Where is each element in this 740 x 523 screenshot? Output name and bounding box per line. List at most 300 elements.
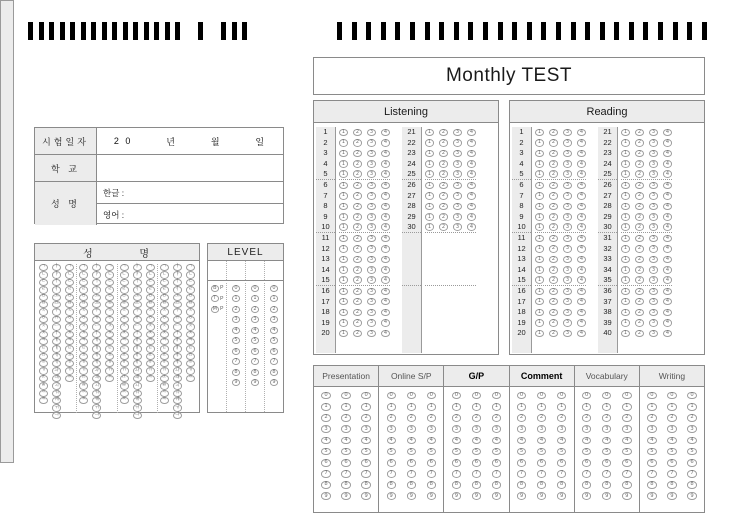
score-digit-bubble[interactable]: 6: [582, 459, 591, 467]
listening-option-bubble[interactable]: 1: [339, 235, 348, 242]
name-bubble[interactable]: ㅋ: [160, 338, 169, 345]
name-bubble[interactable]: ㅗ: [92, 294, 101, 301]
score-digit-bubble[interactable]: 1: [557, 403, 566, 411]
score-digit-bubble[interactable]: 9: [341, 492, 350, 500]
listening-option-bubble[interactable]: 2: [439, 213, 448, 220]
reading-option-bubble[interactable]: 1: [535, 160, 544, 167]
score-digit-bubble[interactable]: 6: [687, 459, 696, 467]
score-digit-bubble[interactable]: 8: [667, 481, 676, 489]
name-bubble[interactable]: ㅙ: [133, 375, 142, 382]
name-bubble[interactable]: ㄲ: [105, 367, 114, 374]
name-bubble[interactable]: ㅊ: [105, 331, 114, 338]
name-bubble[interactable]: ㅠ: [92, 316, 101, 323]
listening-option-bubble[interactable]: 2: [353, 235, 362, 242]
score-digit-bubble[interactable]: 2: [387, 414, 396, 422]
name-bubble[interactable]: ㅈ: [120, 323, 129, 330]
name-bubble[interactable]: ㅎ: [120, 360, 129, 367]
reading-option-bubble[interactable]: 3: [649, 298, 658, 305]
listening-option-bubble[interactable]: 3: [367, 139, 376, 146]
score-digit-bubble[interactable]: 7: [557, 470, 566, 478]
name-bubble[interactable]: ㅉ: [39, 397, 48, 404]
name-bubble[interactable]: ㅂ: [146, 301, 155, 308]
reading-option-bubble[interactable]: 2: [635, 235, 644, 242]
listening-option-bubble[interactable]: 2: [439, 150, 448, 157]
reading-option-bubble[interactable]: 1: [535, 203, 544, 210]
name-bubble[interactable]: ㅁ: [186, 294, 195, 301]
listening-option-bubble[interactable]: 4: [381, 129, 390, 136]
listening-option-bubble[interactable]: 2: [353, 298, 362, 305]
reading-option-bubble[interactable]: 3: [649, 150, 658, 157]
reading-option-bubble[interactable]: 4: [577, 235, 586, 242]
score-digit-bubble[interactable]: 4: [582, 437, 591, 445]
name-bubble[interactable]: ㄷ: [120, 279, 129, 286]
name-bubble[interactable]: ㅆ: [79, 390, 88, 397]
level-digit-bubble[interactable]: 3: [270, 316, 279, 323]
name-bubble[interactable]: ㅜ: [92, 308, 101, 315]
reading-option-bubble[interactable]: 2: [549, 160, 558, 167]
reading-option-bubble[interactable]: 1: [535, 266, 544, 273]
reading-option-bubble[interactable]: 2: [549, 256, 558, 263]
name-bubble[interactable]: ㅌ: [120, 345, 129, 352]
level-digit-bubble[interactable]: 7: [232, 358, 241, 365]
score-digit-bubble[interactable]: 2: [452, 414, 461, 422]
score-digit-bubble[interactable]: 8: [622, 481, 631, 489]
reading-option-bubble[interactable]: 3: [563, 129, 572, 136]
name-bubble[interactable]: ㅡ: [52, 323, 61, 330]
reading-option-bubble[interactable]: 2: [635, 170, 644, 177]
reading-option-bubble[interactable]: 2: [549, 288, 558, 295]
score-digit-bubble[interactable]: 5: [582, 448, 591, 456]
listening-option-bubble[interactable]: 1: [339, 309, 348, 316]
score-digit-bubble[interactable]: 3: [687, 425, 696, 433]
listening-option-bubble[interactable]: 1: [339, 139, 348, 146]
score-digit-bubble[interactable]: 9: [647, 492, 656, 500]
reading-option-bubble[interactable]: 2: [635, 150, 644, 157]
name-bubble[interactable]: ㅓ: [173, 279, 182, 286]
listening-option-bubble[interactable]: 3: [453, 129, 462, 136]
name-bubble[interactable]: ㅖ: [92, 360, 101, 367]
score-digit-bubble[interactable]: 4: [341, 437, 350, 445]
listening-option-bubble[interactable]: 4: [381, 319, 390, 326]
name-bubble[interactable]: ㄱ: [65, 264, 74, 271]
name-bubble[interactable]: ㅚ: [133, 382, 142, 389]
name-bubble[interactable]: ㅒ: [52, 345, 61, 352]
listening-option-bubble[interactable]: 4: [467, 129, 476, 136]
listening-option-bubble[interactable]: 2: [353, 330, 362, 337]
name-bubble[interactable]: ㅁ: [160, 294, 169, 301]
score-digit-bubble[interactable]: 5: [602, 448, 611, 456]
reading-option-bubble[interactable]: 1: [621, 192, 630, 199]
score-digit-bubble[interactable]: 0: [557, 392, 566, 400]
listening-option-bubble[interactable]: 4: [467, 192, 476, 199]
name-bubble[interactable]: ㅗ: [173, 294, 182, 301]
name-bubble[interactable]: ㄲ: [186, 367, 195, 374]
score-digit-bubble[interactable]: 4: [427, 437, 436, 445]
name-bubble[interactable]: ㄲ: [120, 367, 129, 374]
reading-option-bubble[interactable]: 2: [549, 192, 558, 199]
name-bubble[interactable]: ㅂ: [186, 301, 195, 308]
name-bubble[interactable]: ㅔ: [173, 353, 182, 360]
score-digit-bubble[interactable]: 4: [472, 437, 481, 445]
listening-option-bubble[interactable]: 3: [453, 203, 462, 210]
name-bubble[interactable]: ㅎ: [160, 360, 169, 367]
score-digit-bubble[interactable]: 4: [557, 437, 566, 445]
score-digit-bubble[interactable]: 6: [361, 459, 370, 467]
score-digit-bubble[interactable]: 1: [667, 403, 676, 411]
score-digit-bubble[interactable]: 7: [492, 470, 501, 478]
score-digit-bubble[interactable]: 7: [361, 470, 370, 478]
name-bubble[interactable]: ㅈ: [65, 323, 74, 330]
reading-option-bubble[interactable]: 1: [535, 170, 544, 177]
reading-option-bubble[interactable]: 3: [563, 288, 572, 295]
name-bubble[interactable]: ㄱ: [146, 264, 155, 271]
score-digit-bubble[interactable]: 5: [647, 448, 656, 456]
listening-option-bubble[interactable]: 2: [353, 192, 362, 199]
score-digit-bubble[interactable]: 2: [517, 414, 526, 422]
reading-option-bubble[interactable]: 1: [621, 266, 630, 273]
score-digit-bubble[interactable]: 5: [517, 448, 526, 456]
score-digit-bubble[interactable]: 5: [452, 448, 461, 456]
listening-option-bubble[interactable]: 4: [381, 235, 390, 242]
listening-option-bubble[interactable]: 3: [367, 288, 376, 295]
score-digit-bubble[interactable]: 7: [647, 470, 656, 478]
listening-option-bubble[interactable]: 2: [353, 276, 362, 283]
listening-option-bubble[interactable]: 3: [367, 150, 376, 157]
score-digit-bubble[interactable]: 3: [387, 425, 396, 433]
listening-option-bubble[interactable]: 4: [381, 276, 390, 283]
name-field-0[interactable]: 한글 :: [97, 182, 283, 204]
listening-option-bubble[interactable]: 4: [381, 330, 390, 337]
score-digit-bubble[interactable]: 7: [622, 470, 631, 478]
reading-option-bubble[interactable]: 2: [635, 182, 644, 189]
score-digit-bubble[interactable]: 6: [472, 459, 481, 467]
name-bubble[interactable]: ㅋ: [105, 338, 114, 345]
listening-option-bubble[interactable]: 1: [339, 203, 348, 210]
reading-option-bubble[interactable]: 1: [621, 160, 630, 167]
listening-option-bubble[interactable]: 3: [367, 298, 376, 305]
reading-option-bubble[interactable]: 3: [563, 170, 572, 177]
reading-option-bubble[interactable]: 3: [649, 330, 658, 337]
reading-option-bubble[interactable]: 1: [621, 170, 630, 177]
name-bubble[interactable]: ㄷ: [65, 279, 74, 286]
reading-option-bubble[interactable]: 1: [535, 319, 544, 326]
listening-option-bubble[interactable]: 2: [353, 182, 362, 189]
name-bubble[interactable]: ㅑ: [52, 271, 61, 278]
score-digit-bubble[interactable]: 2: [582, 414, 591, 422]
score-digit-bubble[interactable]: 8: [472, 481, 481, 489]
listening-option-bubble[interactable]: 4: [381, 245, 390, 252]
reading-option-bubble[interactable]: 4: [577, 203, 586, 210]
name-bubble[interactable]: ㅅ: [105, 308, 114, 315]
name-bubble[interactable]: ㅃ: [160, 382, 169, 389]
reading-option-bubble[interactable]: 2: [635, 288, 644, 295]
name-bubble[interactable]: ㅍ: [79, 353, 88, 360]
score-digit-bubble[interactable]: 8: [341, 481, 350, 489]
name-bubble[interactable]: ㄸ: [79, 375, 88, 382]
score-digit-bubble[interactable]: 3: [452, 425, 461, 433]
name-bubble[interactable]: ㅕ: [92, 286, 101, 293]
name-bubble[interactable]: ㅍ: [160, 353, 169, 360]
score-digit-bubble[interactable]: 7: [341, 470, 350, 478]
listening-option-bubble[interactable]: 1: [339, 223, 348, 230]
name-bubble[interactable]: ㅏ: [52, 264, 61, 271]
score-digit-bubble[interactable]: 4: [622, 437, 631, 445]
score-digit-bubble[interactable]: 4: [537, 437, 546, 445]
reading-option-bubble[interactable]: 3: [649, 139, 658, 146]
reading-option-bubble[interactable]: 3: [649, 203, 658, 210]
score-digit-bubble[interactable]: 0: [647, 392, 656, 400]
name-bubble[interactable]: ㄸ: [39, 375, 48, 382]
name-bubble[interactable]: ㅇ: [105, 316, 114, 323]
name-bubble[interactable]: ㅙ: [173, 375, 182, 382]
name-bubble[interactable]: ㅣ: [173, 331, 182, 338]
level-digit-bubble[interactable]: 0: [251, 285, 260, 292]
name-bubble[interactable]: ㄹ: [65, 286, 74, 293]
level-digit-bubble[interactable]: 2: [232, 306, 241, 313]
score-digit-bubble[interactable]: 6: [492, 459, 501, 467]
name-bubble[interactable]: ㄷ: [79, 279, 88, 286]
name-bubble[interactable]: ㅓ: [52, 279, 61, 286]
listening-option-bubble[interactable]: 1: [339, 266, 348, 273]
name-bubble[interactable]: ㅂ: [39, 301, 48, 308]
name-bubble[interactable]: ㅁ: [146, 294, 155, 301]
score-digit-bubble[interactable]: 5: [687, 448, 696, 456]
score-digit-bubble[interactable]: 4: [407, 437, 416, 445]
score-digit-bubble[interactable]: 3: [517, 425, 526, 433]
reading-option-bubble[interactable]: 1: [621, 223, 630, 230]
name-bubble[interactable]: ㅈ: [160, 323, 169, 330]
name-bubble[interactable]: ㅂ: [79, 301, 88, 308]
score-digit-bubble[interactable]: 1: [687, 403, 696, 411]
reading-option-bubble[interactable]: 2: [635, 256, 644, 263]
listening-option-bubble[interactable]: 3: [367, 182, 376, 189]
name-bubble[interactable]: ㅏ: [133, 264, 142, 271]
listening-option-bubble[interactable]: 3: [453, 223, 462, 230]
name-bubble[interactable]: ㅊ: [186, 331, 195, 338]
reading-option-bubble[interactable]: 3: [563, 298, 572, 305]
reading-option-bubble[interactable]: 1: [535, 245, 544, 252]
name-bubble[interactable]: ㅠ: [173, 316, 182, 323]
reading-option-bubble[interactable]: 4: [577, 288, 586, 295]
listening-option-bubble[interactable]: 4: [381, 223, 390, 230]
reading-option-bubble[interactable]: 1: [621, 330, 630, 337]
reading-option-bubble[interactable]: 3: [649, 129, 658, 136]
score-digit-bubble[interactable]: 4: [667, 437, 676, 445]
reading-option-bubble[interactable]: 1: [535, 150, 544, 157]
name-bubble[interactable]: ㅉ: [79, 397, 88, 404]
listening-option-bubble[interactable]: 1: [425, 223, 434, 230]
name-bubble[interactable]: ㅊ: [65, 331, 74, 338]
reading-option-bubble[interactable]: 4: [663, 235, 672, 242]
score-digit-bubble[interactable]: 5: [537, 448, 546, 456]
name-bubble[interactable]: ㅍ: [65, 353, 74, 360]
score-digit-bubble[interactable]: 8: [687, 481, 696, 489]
name-bubble[interactable]: ㄱ: [160, 264, 169, 271]
reading-option-bubble[interactable]: 4: [663, 266, 672, 273]
score-digit-bubble[interactable]: 9: [667, 492, 676, 500]
name-bubble[interactable]: ㄷ: [186, 279, 195, 286]
level-digit-bubble[interactable]: 9: [232, 379, 241, 386]
reading-option-bubble[interactable]: 1: [621, 245, 630, 252]
name-bubble[interactable]: ㅝ: [92, 390, 101, 397]
name-bubble[interactable]: ㄴ: [160, 271, 169, 278]
name-bubble[interactable]: ㄴ: [39, 271, 48, 278]
name-bubble[interactable]: ㄷ: [105, 279, 114, 286]
name-bubble[interactable]: ㅘ: [52, 367, 61, 374]
listening-option-bubble[interactable]: 1: [339, 330, 348, 337]
name-bubble[interactable]: ㅏ: [92, 264, 101, 271]
reading-option-bubble[interactable]: 1: [621, 256, 630, 263]
score-digit-bubble[interactable]: 3: [492, 425, 501, 433]
name-bubble[interactable]: ㄷ: [39, 279, 48, 286]
score-digit-bubble[interactable]: 2: [667, 414, 676, 422]
listening-option-bubble[interactable]: 1: [339, 182, 348, 189]
score-digit-bubble[interactable]: 9: [407, 492, 416, 500]
name-bubble[interactable]: ㄸ: [120, 375, 129, 382]
name-bubble[interactable]: ㄱ: [186, 264, 195, 271]
name-bubble[interactable]: ㅞ: [133, 397, 142, 404]
name-bubble[interactable]: ㅡ: [133, 323, 142, 330]
score-digit-bubble[interactable]: 7: [517, 470, 526, 478]
listening-option-bubble[interactable]: 2: [439, 203, 448, 210]
name-bubble[interactable]: ㅗ: [52, 294, 61, 301]
reading-option-bubble[interactable]: 2: [549, 223, 558, 230]
score-digit-bubble[interactable]: 2: [321, 414, 330, 422]
score-digit-bubble[interactable]: 5: [407, 448, 416, 456]
listening-option-bubble[interactable]: 4: [381, 266, 390, 273]
score-digit-bubble[interactable]: 7: [537, 470, 546, 478]
reading-option-bubble[interactable]: 4: [663, 182, 672, 189]
listening-option-bubble[interactable]: 3: [367, 245, 376, 252]
reading-option-bubble[interactable]: 3: [563, 192, 572, 199]
score-digit-bubble[interactable]: 9: [472, 492, 481, 500]
score-digit-bubble[interactable]: 1: [537, 403, 546, 411]
score-digit-bubble[interactable]: 9: [537, 492, 546, 500]
name-bubble[interactable]: ㄲ: [160, 367, 169, 374]
score-digit-bubble[interactable]: 7: [582, 470, 591, 478]
level-digit-bubble[interactable]: 1: [270, 295, 279, 302]
listening-option-bubble[interactable]: 3: [367, 309, 376, 316]
name-bubble[interactable]: ㅡ: [173, 323, 182, 330]
reading-option-bubble[interactable]: 1: [621, 139, 630, 146]
score-digit-bubble[interactable]: 1: [452, 403, 461, 411]
listening-option-bubble[interactable]: 1: [425, 160, 434, 167]
score-digit-bubble[interactable]: 7: [667, 470, 676, 478]
score-digit-bubble[interactable]: 9: [687, 492, 696, 500]
name-bubble[interactable]: ㅊ: [79, 331, 88, 338]
score-digit-bubble[interactable]: 3: [407, 425, 416, 433]
score-digit-bubble[interactable]: 4: [492, 437, 501, 445]
name-bubble[interactable]: ㅐ: [92, 338, 101, 345]
name-bubble[interactable]: ㄱ: [120, 264, 129, 271]
name-bubble[interactable]: ㅛ: [173, 301, 182, 308]
score-digit-bubble[interactable]: 4: [517, 437, 526, 445]
score-digit-bubble[interactable]: 9: [452, 492, 461, 500]
reading-option-bubble[interactable]: 2: [635, 129, 644, 136]
reading-option-bubble[interactable]: 2: [549, 150, 558, 157]
reading-option-bubble[interactable]: 3: [649, 245, 658, 252]
listening-option-bubble[interactable]: 1: [339, 192, 348, 199]
reading-option-bubble[interactable]: 4: [577, 182, 586, 189]
name-bubble[interactable]: ㅢ: [173, 412, 182, 419]
reading-option-bubble[interactable]: 1: [535, 192, 544, 199]
reading-option-bubble[interactable]: 2: [549, 276, 558, 283]
name-bubble[interactable]: ㄲ: [146, 367, 155, 374]
listening-option-bubble[interactable]: 3: [367, 276, 376, 283]
level-digit-bubble[interactable]: 4: [251, 327, 260, 334]
name-bubble[interactable]: ㅅ: [39, 308, 48, 315]
level-write-cell-0[interactable]: [208, 261, 227, 280]
name-bubble[interactable]: ㅟ: [52, 404, 61, 411]
score-digit-bubble[interactable]: 0: [387, 392, 396, 400]
score-digit-bubble[interactable]: 2: [427, 414, 436, 422]
listening-option-bubble[interactable]: 4: [467, 160, 476, 167]
reading-option-bubble[interactable]: 4: [577, 266, 586, 273]
info-blank-field[interactable]: [97, 155, 283, 181]
name-bubble[interactable]: ㄷ: [146, 279, 155, 286]
name-bubble[interactable]: ㅘ: [92, 367, 101, 374]
reading-option-bubble[interactable]: 4: [663, 298, 672, 305]
name-bubble[interactable]: ㅇ: [79, 316, 88, 323]
name-bubble[interactable]: ㅒ: [133, 345, 142, 352]
listening-option-bubble[interactable]: 2: [353, 288, 362, 295]
reading-option-bubble[interactable]: 2: [549, 266, 558, 273]
reading-option-bubble[interactable]: 1: [621, 276, 630, 283]
score-digit-bubble[interactable]: 0: [537, 392, 546, 400]
name-bubble[interactable]: ㅞ: [52, 397, 61, 404]
reading-option-bubble[interactable]: 4: [663, 139, 672, 146]
name-bubble[interactable]: ㅊ: [39, 331, 48, 338]
reading-option-bubble[interactable]: 3: [563, 139, 572, 146]
score-digit-bubble[interactable]: 7: [452, 470, 461, 478]
listening-option-bubble[interactable]: 3: [367, 129, 376, 136]
reading-option-bubble[interactable]: 1: [621, 288, 630, 295]
score-digit-bubble[interactable]: 6: [387, 459, 396, 467]
score-digit-bubble[interactable]: 7: [427, 470, 436, 478]
reading-option-bubble[interactable]: 3: [563, 276, 572, 283]
name-bubble[interactable]: ㅇ: [39, 316, 48, 323]
name-bubble[interactable]: ㄹ: [186, 286, 195, 293]
score-digit-bubble[interactable]: 6: [341, 459, 350, 467]
reading-option-bubble[interactable]: 1: [535, 139, 544, 146]
listening-option-bubble[interactable]: 4: [467, 182, 476, 189]
level-digit-bubble[interactable]: 2: [270, 306, 279, 313]
name-bubble[interactable]: ㄸ: [160, 375, 169, 382]
level-digit-bubble[interactable]: 9: [270, 379, 279, 386]
reading-option-bubble[interactable]: 4: [663, 160, 672, 167]
score-digit-bubble[interactable]: 0: [687, 392, 696, 400]
score-digit-bubble[interactable]: 3: [361, 425, 370, 433]
score-digit-bubble[interactable]: 7: [321, 470, 330, 478]
name-bubble[interactable]: ㅆ: [39, 390, 48, 397]
name-bubble[interactable]: ㅋ: [65, 338, 74, 345]
score-digit-bubble[interactable]: 2: [537, 414, 546, 422]
name-bubble[interactable]: ㅑ: [92, 271, 101, 278]
score-digit-bubble[interactable]: 4: [321, 437, 330, 445]
listening-option-bubble[interactable]: 3: [367, 160, 376, 167]
listening-option-bubble[interactable]: 2: [353, 129, 362, 136]
name-bubble[interactable]: ㅙ: [92, 375, 101, 382]
listening-option-bubble[interactable]: 1: [425, 182, 434, 189]
name-bubble[interactable]: ㅆ: [65, 375, 74, 382]
score-digit-bubble[interactable]: 3: [622, 425, 631, 433]
name-bubble[interactable]: ㅚ: [52, 382, 61, 389]
score-digit-bubble[interactable]: 4: [387, 437, 396, 445]
score-digit-bubble[interactable]: 4: [361, 437, 370, 445]
name-bubble[interactable]: ㅛ: [92, 301, 101, 308]
score-digit-bubble[interactable]: 8: [492, 481, 501, 489]
score-digit-bubble[interactable]: 3: [537, 425, 546, 433]
